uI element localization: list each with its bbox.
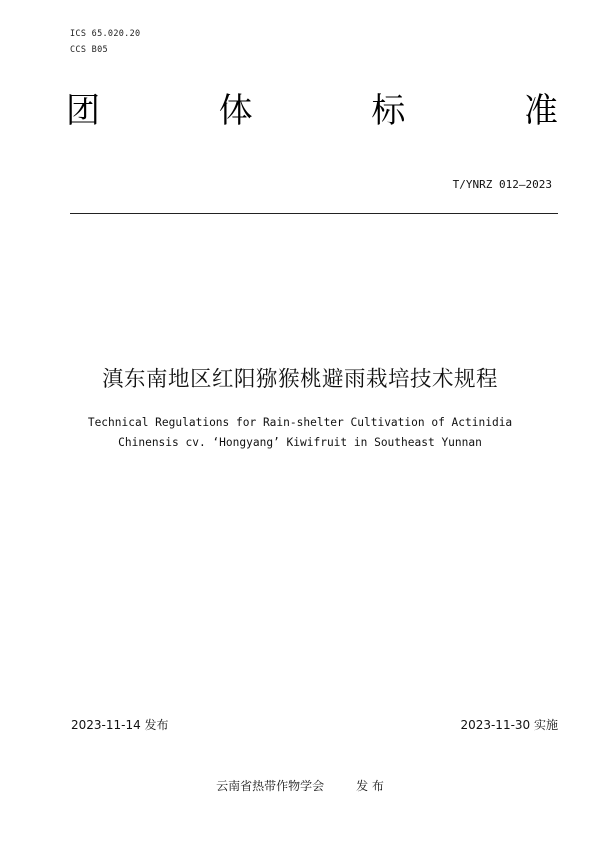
title-english-line: Technical Regulations for Rain-shelter Cultivation of Actinidia	[87, 416, 513, 429]
document-title-english	[0, 413, 600, 453]
publisher-organization: 云南省热带作物学会	[216, 779, 325, 793]
publisher	[0, 777, 600, 794]
publisher-action: 发 布	[356, 779, 384, 793]
ccs-code: CCS B05	[70, 45, 108, 55]
standard-type-char: 标	[371, 91, 406, 131]
ics-code: ICS 65.020.20	[70, 29, 141, 39]
standard-type-char: 团	[66, 91, 100, 131]
title-english-line: Chinensis cv. ‘Hongyang’ Kiwifruit in Southeast Yunnan	[118, 436, 482, 449]
standard-type-char: 体	[218, 91, 253, 131]
header-divider	[70, 213, 558, 214]
standard-number: T/YNRZ 012—2023	[452, 178, 552, 191]
publish-date: 2023-11-14 发布	[71, 718, 169, 732]
standard-type-char: 准	[523, 91, 558, 131]
implementation-date: 2023-11-30 实施	[460, 718, 558, 732]
standard-type-heading	[66, 86, 558, 136]
document-title-chinese: 滇东南地区红阳猕猴桃避雨栽培技术规程	[101, 367, 498, 392]
